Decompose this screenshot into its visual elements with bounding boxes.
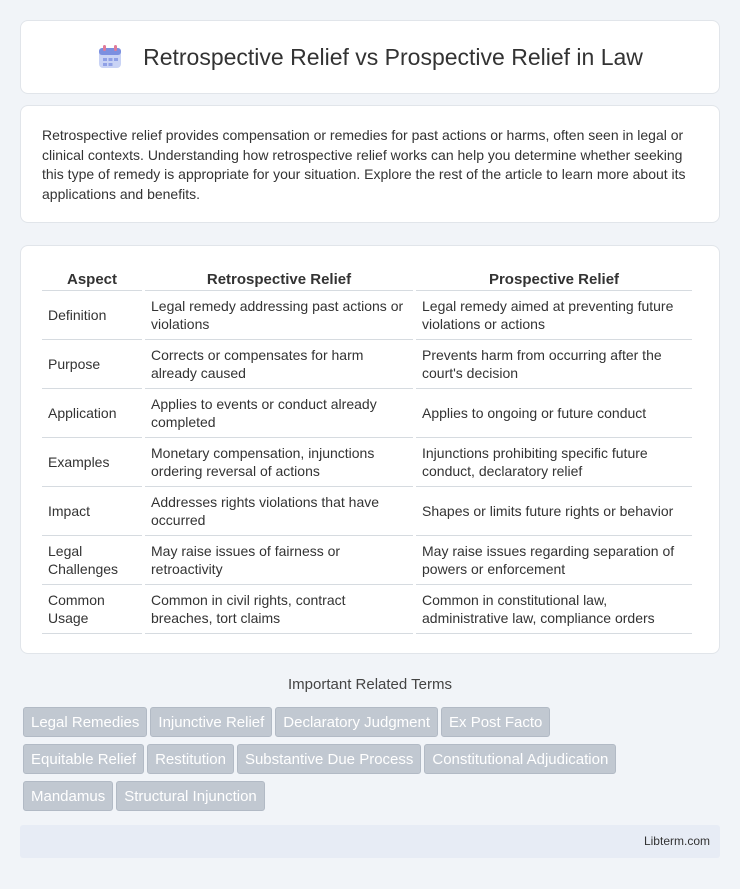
column-header-prospective: Prospective Relief [416, 266, 692, 291]
aspect-cell: Legal Challenges [42, 536, 142, 585]
prospective-cell: Common in constitutional law, administrative law, compliance orders [416, 585, 692, 634]
related-term-tag[interactable]: Substantive Due Process [237, 744, 421, 774]
prospective-cell: Prevents harm from occurring after the court's decision [416, 340, 692, 389]
title-card [20, 20, 720, 94]
retrospective-cell: Addresses rights violations that have occurred [145, 487, 413, 536]
table-header-row [42, 266, 692, 291]
related-term-tag[interactable]: Structural Injunction [116, 781, 265, 811]
related-term-tag[interactable]: Restitution [147, 744, 234, 774]
related-term-tag[interactable]: Equitable Relief [23, 744, 144, 774]
column-header-retrospective: Retrospective Relief [145, 266, 413, 291]
calendar-icon [97, 44, 123, 70]
retrospective-cell: Applies to events or conduct already completed [145, 389, 413, 438]
related-term-tag[interactable]: Mandamus [23, 781, 113, 811]
intro-text: Retrospective relief provides compensation or remedies for past actions or harms, often seen in legal or clinical contexts. Understanding how retrospective relief works can help you determine whether seeking this type of remedy is appropriate for your situation. Explore the rest of the article to learn more about its applications and benefits. [42, 127, 686, 202]
aspect-cell: Purpose [42, 340, 142, 389]
prospective-cell: May raise issues regarding separation of powers or enforcement [416, 536, 692, 585]
retrospective-cell: Corrects or compensates for harm already caused [145, 340, 413, 389]
table-row [42, 291, 692, 340]
retrospective-cell: May raise issues of fairness or retroactivity [145, 536, 413, 585]
table-row [42, 389, 692, 438]
prospective-cell: Applies to ongoing or future conduct [416, 389, 692, 438]
retrospective-cell: Legal remedy addressing past actions or violations [145, 291, 413, 340]
page-title: Retrospective Relief vs Prospective Relief in Law [143, 43, 643, 70]
comparison-table-card [20, 245, 720, 654]
prospective-cell: Shapes or limits future rights or behavior [416, 487, 692, 536]
aspect-cell: Examples [42, 438, 142, 487]
column-header-aspect: Aspect [42, 266, 142, 291]
retrospective-cell: Common in civil rights, contract breaches, tort claims [145, 585, 413, 634]
related-term-tag[interactable]: Ex Post Facto [441, 707, 550, 737]
retrospective-cell: Monetary compensation, injunctions ordering reversal of actions [145, 438, 413, 487]
prospective-cell: Injunctions prohibiting specific future conduct, declaratory relief [416, 438, 692, 487]
related-terms-list [23, 707, 723, 818]
footer [20, 825, 720, 858]
related-terms-heading: Important Related Terms [288, 676, 452, 693]
comparison-table [39, 266, 695, 634]
aspect-cell: Definition [42, 291, 142, 340]
prospective-cell: Legal remedy aimed at preventing future violations or actions [416, 291, 692, 340]
aspect-cell: Impact [42, 487, 142, 536]
related-term-tag[interactable]: Constitutional Adjudication [424, 744, 616, 774]
related-term-tag[interactable]: Legal Remedies [23, 707, 147, 737]
intro-card [20, 105, 720, 223]
related-term-tag[interactable]: Injunctive Relief [150, 707, 272, 737]
related-term-tag[interactable]: Declaratory Judgment [275, 707, 438, 737]
table-row [42, 536, 692, 585]
table-row [42, 487, 692, 536]
aspect-cell: Application [42, 389, 142, 438]
table-row [42, 340, 692, 389]
table-row [42, 438, 692, 487]
aspect-cell: Common Usage [42, 585, 142, 634]
footer-site-link[interactable]: Libterm.com [643, 834, 710, 848]
table-row [42, 585, 692, 634]
